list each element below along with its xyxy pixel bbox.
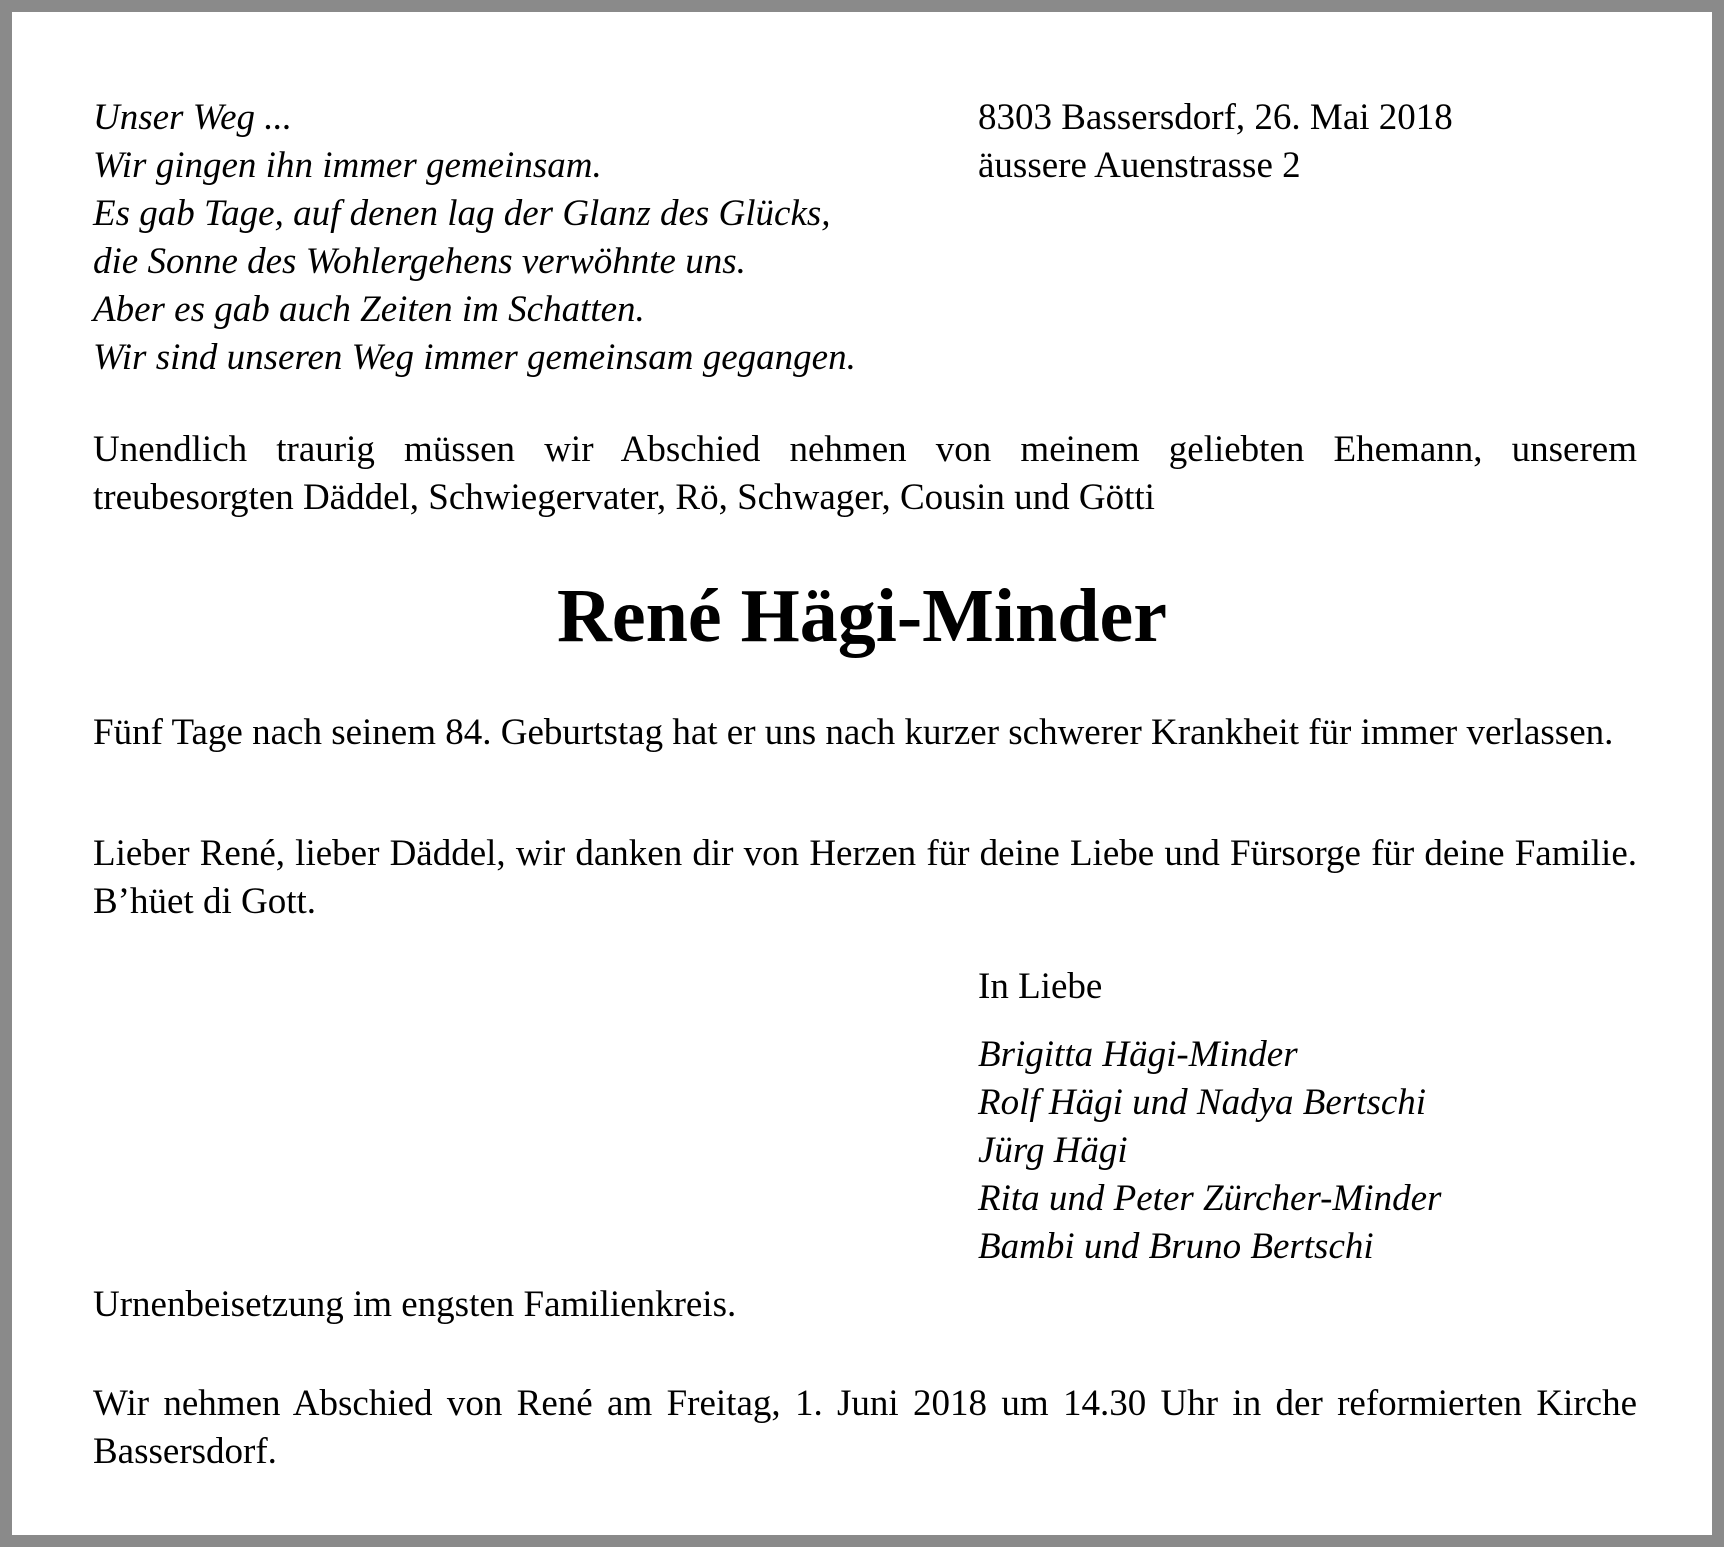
poem-line: Wir sind unseren Weg immer gemeinsam gegangen.: [93, 337, 856, 378]
deceased-name: René Hägi-Minder: [556, 574, 1167, 658]
obituary-page: [12, 12, 1712, 1535]
address-block: [978, 94, 1453, 190]
signers-list: [978, 1031, 1441, 1271]
poem-line: Unser Weg ...: [93, 97, 293, 138]
paragraph-thanks: Lieber René, lieber Däddel, wir danken dir von Herzen für deine Liebe und Fürsorge für deine Familie. B’hüet di Gott.: [93, 833, 1637, 922]
street-address: äussere Auenstrasse 2: [978, 145, 1301, 186]
poem-line: Wir gingen ihn immer gemeinsam.: [93, 145, 602, 186]
poem-line: die Sonne des Wohlergehens verwöhnte uns.: [93, 241, 746, 282]
farewell-paragraph: Wir nehmen Abschied von René am Freitag, 1. Juni 2018 um 14.30 Uhr in der reformierten Kirche Bassersdorf.: [93, 1383, 1637, 1472]
burial-note: Urnenbeisetzung im engsten Familienkreis.: [93, 1284, 737, 1325]
poem-line: Aber es gab auch Zeiten im Schatten.: [93, 289, 645, 330]
signer-name: Jürg Hägi: [978, 1130, 1128, 1171]
signer-name: Rolf Hägi und Nadya Bertschi: [978, 1082, 1427, 1123]
poem: [93, 94, 856, 382]
place-date: 8303 Bassersdorf, 26. Mai 2018: [978, 97, 1453, 138]
closing-phrase: In Liebe: [978, 966, 1103, 1007]
paragraph-passing: Fünf Tage nach seinem 84. Geburtstag hat er uns nach kurzer schwerer Krankheit für immer verlassen.: [93, 712, 1614, 753]
signer-name: Bambi und Bruno Bertschi: [978, 1226, 1374, 1267]
poem-line: Es gab Tage, auf denen lag der Glanz des Glücks,: [93, 193, 831, 234]
signer-name: Rita und Peter Zürcher-Minder: [978, 1178, 1442, 1219]
intro-paragraph: Unendlich traurig müssen wir Abschied nehmen von meinem geliebten Ehemann, unserem treubesorgten Däddel, Schwiegervater, Rö, Schwager, Cousin und Götti: [93, 429, 1637, 518]
signer-name: Brigitta Hägi-Minder: [978, 1034, 1298, 1075]
